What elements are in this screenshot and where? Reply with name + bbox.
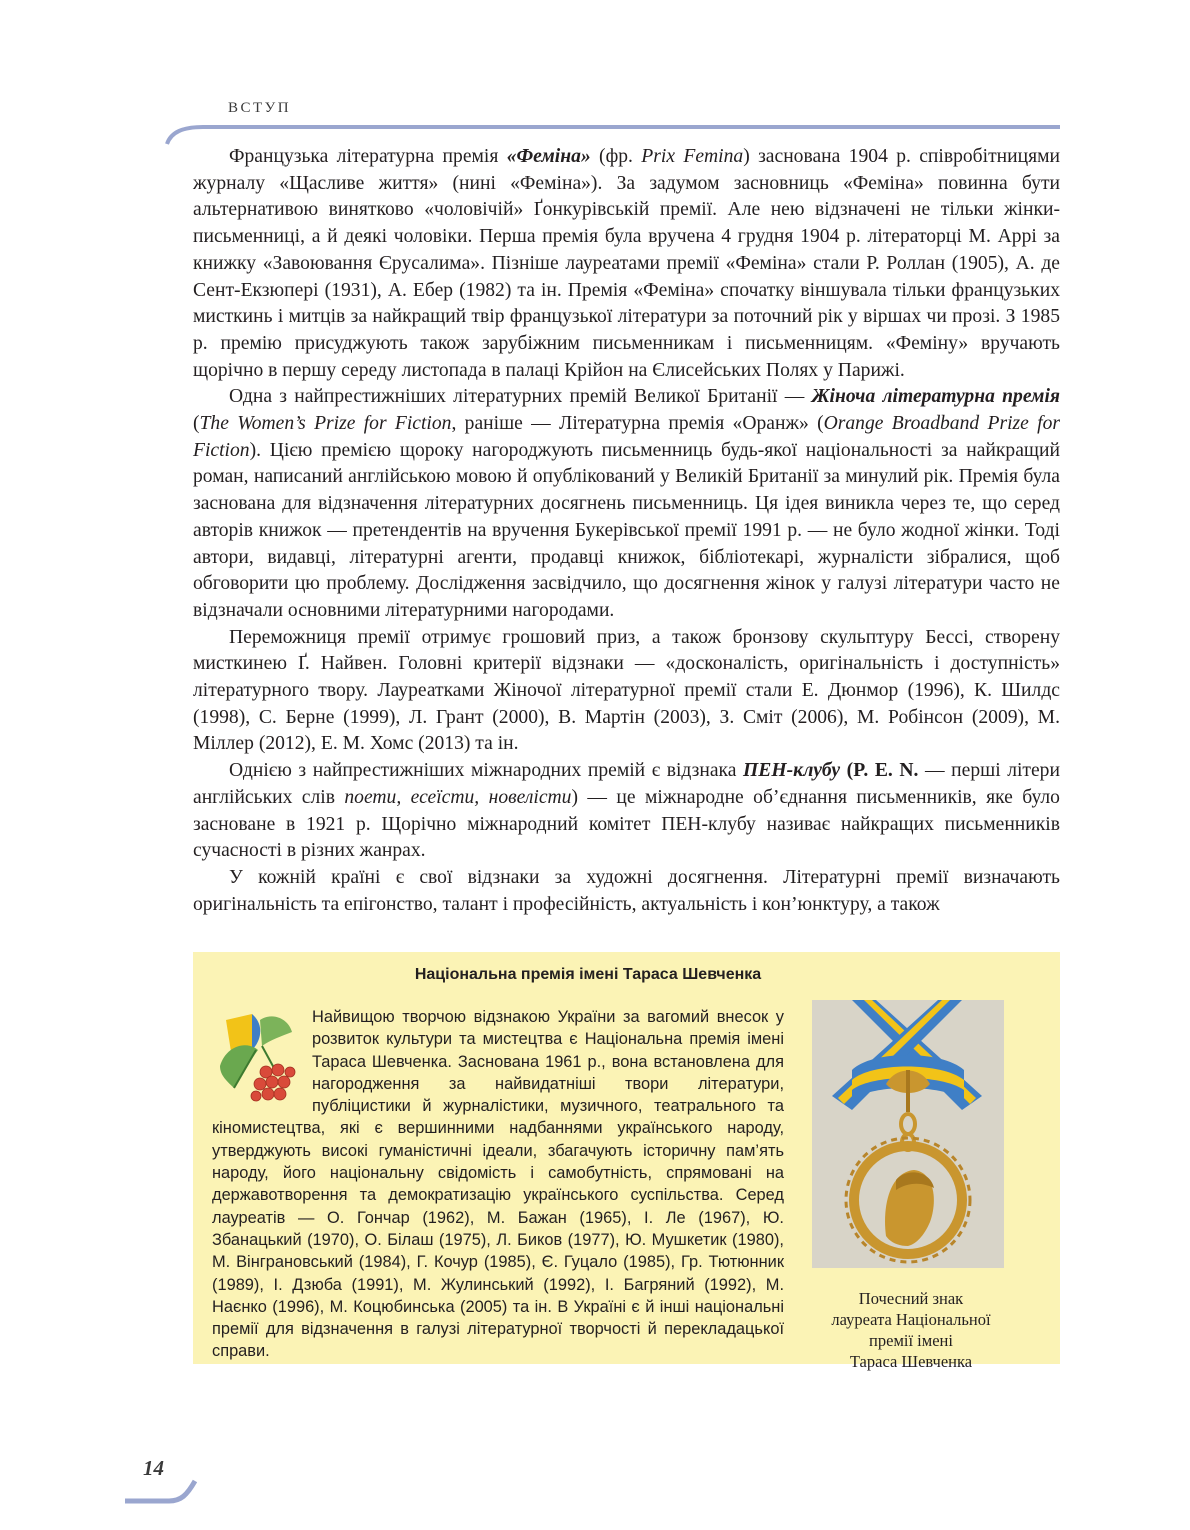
sidebar-title: Національна премія імені Тараса Шевченка [414,966,762,983]
term-femina: «Феміна» [506,146,591,167]
paragraph-national-awards: У кожній країні є свої відзнаки за художні досягнення. Літературні премії визначають оригінальність та епігонство, талант і професійність, актуальність і кон’юнктуру, а також [193,866,1060,915]
paragraph-womens-prize: Одна з найпрестижніших літературних премій Великої Британії — Жіноча літературна премія (The Women’s Prize for Fiction, раніше — Літературна премія «Оранж» (Orange Broadband Prize for Fiction). Цією премією щороку нагороджують письменниць будь-якої національності за найкращий роман, написаний англійською мовою й опублікований у Великій Британії за минулий рік. Премія була заснована для відзначення літературних досягнень письменниць. Ця ідея виникла через те, що серед авторів книжок — претендентів на вручення Букерівської премії 1991 р. — не було жодної жінки. Тоді автори, видавці, літературні агенти, продавці книжок, бібліотекарі, журналісти зібралися, щоб обговорити цю проблему. Дослідження засвідчило, що досягнення жінок у галузі літератури часто не відзначали основними літературними нагородами. [193,386,1060,621]
viburnum-leaf-icon [212,1006,312,1114]
footer-ornament [125,1477,197,1507]
medal-caption: Почесний знак лауреата Національної премії імені Тараса Шевченка [831,1289,991,1371]
paragraph-pen-club: Однією з найпрестижніших міжнародних премій є відзнака ПЕН-клубу (P. E. N. — перші літери англійських слів поети, есеїсти, новелісти) — це міжнародне об’єднання письменників, яке було засноване в 1921 р. Щорічно міжнародний комітет ПЕН-клубу називає найкращих письменників сучасності в різних жанрах. [193,760,1060,862]
page-number: 14 [143,1456,164,1480]
term-pen-club: ПЕН-клубу [743,760,841,782]
term-womens-prize: Жіноча літературна премія [811,386,1060,408]
sidebar-text: Найвищою творчою відзнакою України за вагомий внесок у розвиток культури та мистецтва є Національна премія імені Тараса Шевченка. Заснована 1961 р., вона встановлена для нагородження за найвидатніші твори літератури, публіцистики й журналістики, музичного, театрального та кіномистецтва, які є вершинними надбаннями українського народу, утверджують високі гуманістичні ідеали, збагачують історичну пам’ять народу, його національну свідомість і самобутність, спрямовані на державотворення та демократизацію українського суспільства. Серед лауреатів — О. Гончар (1962), М. Бажан (1965), І. Ле (1967), Ю. Збанацький (1970), О. Білаш (1975), Л. Биков (1977), Ю. Мушкетик (1980), М. Вінграновський (1984), Г. Кочур (1985), Є. Гуцало (1985), Гр. Тютюнник (1989), І. Дзюба (1991), М. Жулинський (1992), І. Багряний (1992), М. Наєнко (1996), М. Коцюбинська (2005) та ін. В Україні є й інші національні премії для відзначення в галузі літературної творчості й перекладацької справи. [212,1008,784,1361]
medal-photo [812,1000,1004,1268]
main-text [193,144,1060,918]
header-rule [165,122,1060,146]
section-label: ВСТУП [228,100,292,116]
paragraph-bessie: Переможниця премії отримує грошовий приз, а також бронзову скульптуру Бессі, створену мисткинею Ґ. Найвен. Головні критерії відзнаки — «досконалість, оригінальність і доступність» літературного твору. Лауреатками Жіночої літературної премії стали Е. Дюнмор (1996), К. Шилдс (1998), С. Берне (1999), Л. Грант (2000), В. Мартін (2003), З. Сміт (2006), М. Робінсон (2009), М. Міллер (2012), Е. М. Хомс (2013) та ін. [193,626,1060,755]
paragraph-femina: Французька літературна премія «Феміна» (фр. Prix Femina) заснована 1904 р. співробітницями журналу «Щасливе життя» (нині «Феміна»). За задумом засновниць «Феміна» повинна бути альтернативою винятково «чоловічій» Ґонкурівській премії. Але нею відзначені не тільки жінки-письменниці, а й деякі чоловіки. Перша премія була вручена 4 грудня 1904 р. літераторці М. Аррі за книжку «Завоювання Єрусалима». Пізніше лауреатами премії «Феміна» стали Р. Роллан (1905), А. де Сент-Екзюпері (1931), А. Ебер (1982) та ін. Премія «Феміна» спочатку віншувала тільки французьких мисткинь і митців за найкращий твір французької літератури за поточний рік у віршах чи прозі. З 1985 р. премію присуджують також зарубіжним письменникам і письменницям. «Феміну» вручають щорічно в першу середу листопада в палаці Крійон на Єлисейських Полях у Парижі. [193,146,1061,381]
